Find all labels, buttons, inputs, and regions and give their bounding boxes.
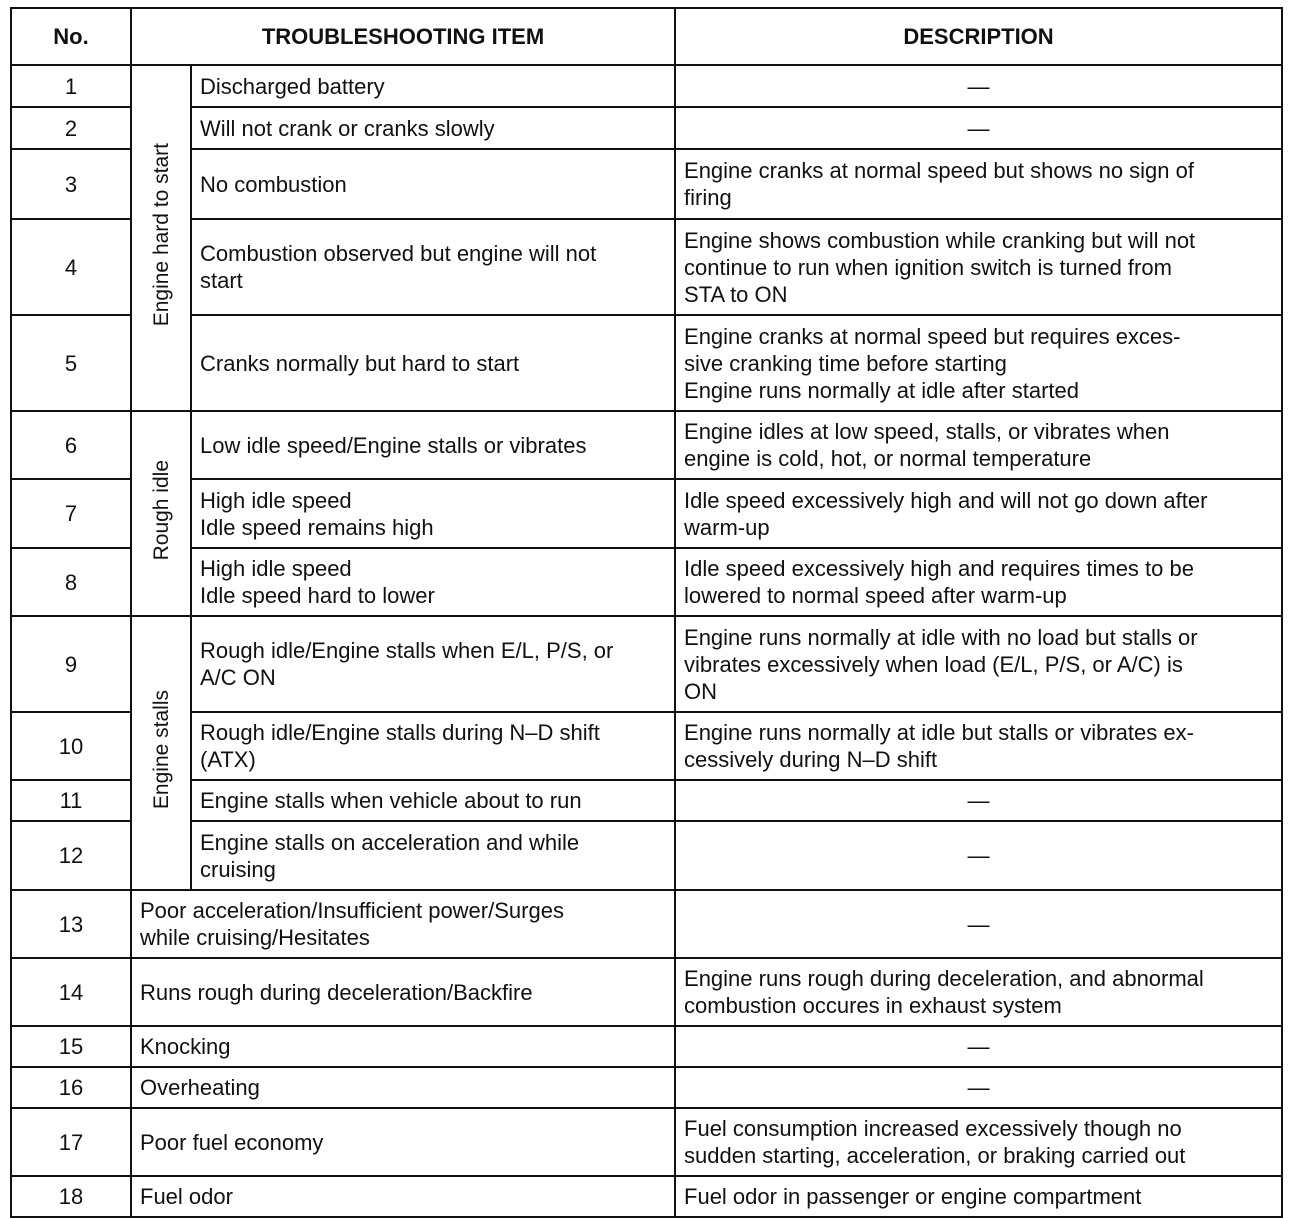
- description-text-line: continue to run when ignition switch is turned from: [684, 254, 1172, 280]
- description-text-line: sudden starting, acceleration, or braking carried out: [684, 1143, 1186, 1168]
- troubleshooting-item: [191, 315, 675, 411]
- description-text-line: vibrates excessively when load (E/L, P/S, or A/C) is: [684, 651, 1183, 677]
- item-text-line: A/C ON: [200, 665, 276, 690]
- table-row: [11, 712, 1282, 780]
- table-row: [11, 107, 1282, 149]
- item-text-line: (ATX): [200, 747, 256, 772]
- row-number: 7: [11, 479, 131, 548]
- row-number: 13: [11, 890, 131, 958]
- row-number: 4: [11, 219, 131, 315]
- description: [675, 1108, 1282, 1176]
- row-number: 1: [11, 65, 131, 107]
- table-row: [11, 411, 1282, 479]
- item-text-line: High idle speed: [200, 556, 352, 581]
- table-row: [11, 616, 1282, 712]
- no-description-dash: —: [967, 911, 990, 937]
- description-text-line: Idle speed excessively high and will not go down after: [684, 487, 1208, 513]
- troubleshooting-item: [191, 479, 675, 548]
- troubleshooting-item: [191, 821, 675, 890]
- troubleshooting-item: [191, 411, 675, 479]
- troubleshooting-item: [131, 1026, 675, 1067]
- category-label: Engine hard to start: [149, 143, 173, 327]
- description-text-line: Idle speed excessively high and requires times to be: [684, 556, 1194, 581]
- troubleshooting-item: [191, 149, 675, 219]
- description: [675, 479, 1282, 548]
- troubleshooting-item: [191, 780, 675, 821]
- table-row: [11, 1176, 1282, 1217]
- description: [675, 890, 1282, 958]
- category-engine-stalls: [131, 616, 191, 890]
- item-text-line: Overheating: [140, 1075, 260, 1100]
- no-description-dash: —: [967, 73, 990, 99]
- troubleshooting-item: [191, 712, 675, 780]
- description: [675, 411, 1282, 479]
- row-number: 18: [11, 1176, 131, 1217]
- troubleshooting-item: [191, 107, 675, 149]
- no-description-dash: —: [967, 843, 990, 868]
- item-text-line: Idle speed hard to lower: [200, 583, 435, 608]
- row-number: 17: [11, 1108, 131, 1176]
- no-description-dash: —: [967, 115, 990, 141]
- header-no: No.: [11, 8, 131, 65]
- description-text-line: Engine runs normally at idle after started: [684, 377, 1079, 403]
- description-text-line: firing: [684, 185, 732, 210]
- description-text-line: combustion occures in exhaust system: [684, 993, 1062, 1018]
- description-text-line: engine is cold, hot, or normal temperature: [684, 446, 1092, 471]
- description-text-line: Engine shows combustion while cranking but will not: [684, 227, 1196, 253]
- table-row: [11, 219, 1282, 315]
- no-description-dash: —: [967, 788, 990, 813]
- category-engine-hard-to-start: [131, 65, 191, 411]
- table-row: [11, 821, 1282, 890]
- item-text-line: Knocking: [140, 1034, 231, 1059]
- description-text-line: STA to ON: [684, 281, 788, 307]
- troubleshooting-item: [131, 890, 675, 958]
- description: [675, 219, 1282, 315]
- description-text-line: warm-up: [684, 514, 770, 540]
- table-row: [11, 780, 1282, 821]
- description-text-line: Engine cranks at normal speed but shows no sign of: [684, 158, 1194, 183]
- description-text-line: Fuel consumption increased excessively though no: [684, 1116, 1182, 1141]
- row-number: 9: [11, 616, 131, 712]
- row-number: 2: [11, 107, 131, 149]
- row-number: 11: [11, 780, 131, 821]
- item-text-line: Combustion observed but engine will not: [200, 241, 597, 266]
- troubleshooting-item: [191, 65, 675, 107]
- item-text-line: while cruising/Hesitates: [140, 925, 370, 950]
- description: [675, 548, 1282, 616]
- description: [675, 149, 1282, 219]
- row-number: 8: [11, 548, 131, 616]
- table-row: [11, 1067, 1282, 1108]
- description-text-line: Fuel odor in passenger or engine compartment: [684, 1184, 1142, 1209]
- item-text-line: Low idle speed/Engine stalls or vibrates: [200, 432, 587, 458]
- description: [675, 821, 1282, 890]
- item-text-line: Cranks normally but hard to start: [200, 350, 520, 376]
- table-row: [11, 1026, 1282, 1067]
- troubleshooting-item: [191, 219, 675, 315]
- item-text-line: Fuel odor: [140, 1184, 233, 1209]
- troubleshooting-item: [131, 1176, 675, 1217]
- item-text-line: cruising: [200, 856, 276, 882]
- description-text-line: Engine runs normally at idle but stalls or vibrates ex-: [684, 720, 1194, 745]
- table-row: [11, 149, 1282, 219]
- table-row: [11, 65, 1282, 107]
- item-text-line: High idle speed: [200, 487, 352, 513]
- description: [675, 780, 1282, 821]
- row-number: 10: [11, 712, 131, 780]
- item-text-line: Rough idle/Engine stalls during N–D shift: [200, 720, 600, 745]
- category-label: Engine stalls: [149, 690, 173, 810]
- header-description: DESCRIPTION: [675, 8, 1282, 65]
- troubleshooting-item: [131, 1108, 675, 1176]
- row-number: 16: [11, 1067, 131, 1108]
- table-row: [11, 479, 1282, 548]
- category-label: Rough idle: [149, 460, 173, 561]
- description: [675, 65, 1282, 107]
- description: [675, 1026, 1282, 1067]
- item-text-line: Idle speed remains high: [200, 514, 434, 540]
- description-text-line: lowered to normal speed after warm-up: [684, 583, 1067, 608]
- troubleshooting-item: [131, 1067, 675, 1108]
- description-text-line: cessively during N–D shift: [684, 747, 938, 772]
- table-row: [11, 890, 1282, 958]
- category-rough-idle: [131, 411, 191, 616]
- troubleshooting-item: [191, 548, 675, 616]
- item-text-line: Rough idle/Engine stalls when E/L, P/S, or: [200, 638, 614, 663]
- no-description-dash: —: [967, 1034, 990, 1059]
- item-text-line: Engine stalls on acceleration and while: [200, 829, 580, 855]
- item-text-line: Discharged battery: [200, 73, 385, 99]
- description-text-line: ON: [684, 678, 718, 704]
- description: [675, 315, 1282, 411]
- row-number: 6: [11, 411, 131, 479]
- item-text-line: Engine stalls when vehicle about to run: [200, 788, 582, 813]
- table-body: [11, 65, 1282, 1217]
- item-text-line: Will not crank or cranks slowly: [200, 115, 495, 141]
- item-text-line: Runs rough during deceleration/Backfire: [140, 979, 533, 1005]
- troubleshooting-table: [10, 7, 1283, 1218]
- troubleshooting-item: [131, 958, 675, 1026]
- description-text-line: Engine cranks at normal speed but requires exces-: [684, 323, 1181, 349]
- table-row: [11, 1108, 1282, 1176]
- row-number: 5: [11, 315, 131, 411]
- item-text-line: Poor fuel economy: [140, 1129, 324, 1155]
- troubleshooting-item: [191, 616, 675, 712]
- item-text-line: start: [200, 268, 243, 293]
- description: [675, 958, 1282, 1026]
- description-text-line: Engine idles at low speed, stalls, or vibrates when: [684, 419, 1170, 444]
- table-row: [11, 548, 1282, 616]
- description-text-line: sive cranking time before starting: [684, 350, 1007, 376]
- description: [675, 616, 1282, 712]
- table-row: [11, 958, 1282, 1026]
- description: [675, 1067, 1282, 1108]
- description: [675, 107, 1282, 149]
- row-number: 15: [11, 1026, 131, 1067]
- table-row: [11, 315, 1282, 411]
- description: [675, 1176, 1282, 1217]
- description-text-line: Engine runs rough during deceleration, and abnormal: [684, 966, 1204, 991]
- row-number: 14: [11, 958, 131, 1026]
- header-row: [11, 8, 1282, 65]
- description-text-line: Engine runs normally at idle with no load but stalls or: [684, 624, 1198, 650]
- description: [675, 712, 1282, 780]
- item-text-line: Poor acceleration/Insufficient power/Surges: [140, 898, 564, 923]
- item-text-line: No combustion: [200, 171, 347, 197]
- row-number: 12: [11, 821, 131, 890]
- header-troubleshooting-item: TROUBLESHOOTING ITEM: [131, 8, 675, 65]
- no-description-dash: —: [967, 1075, 990, 1100]
- row-number: 3: [11, 149, 131, 219]
